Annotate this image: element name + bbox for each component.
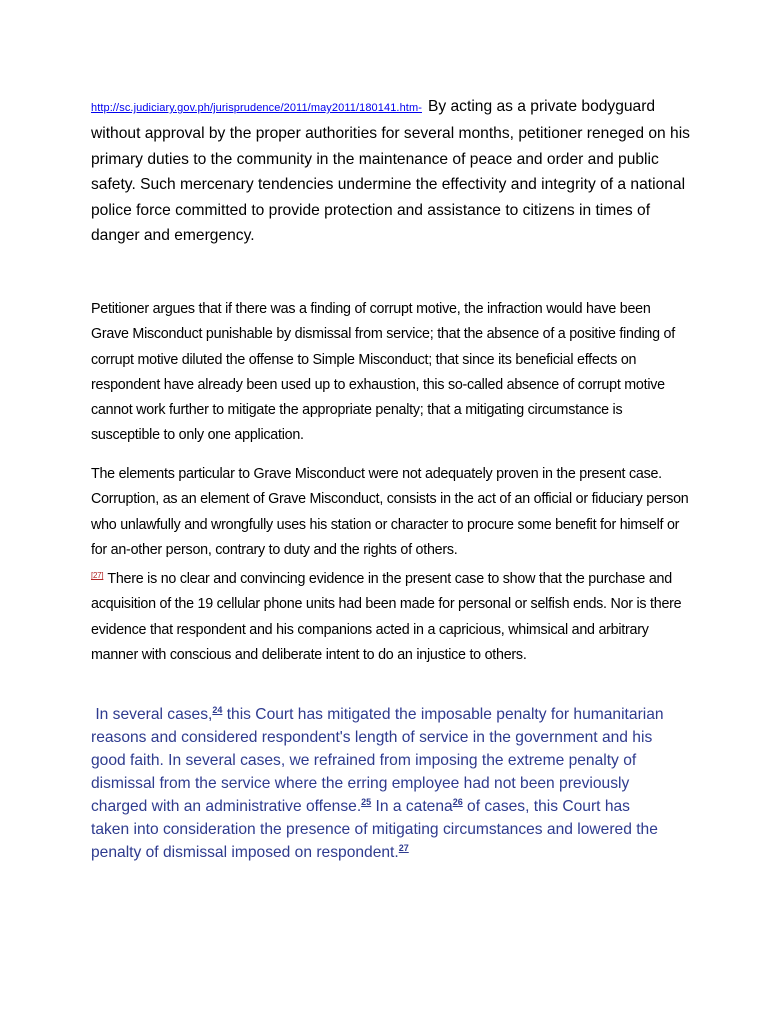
mitigated-text-3: In a catena xyxy=(371,798,453,815)
footnote-link-24[interactable]: 24 xyxy=(212,705,223,715)
footnote-link-25[interactable]: 25 xyxy=(361,797,372,807)
mitigated-text-1: In several cases, xyxy=(95,706,213,723)
mitigated-text-4: of cases, this Court has taken into consideration the presence of mitigating circumstances and lowered the penalty of dismissal imposed on respondent. xyxy=(91,798,658,861)
mitigated-text-2: this Court has mitigated the imposable penalty for humanitarian reasons and considered respondent's length of service in the government and his good faith. In several cases, we refrained from imposing the extreme penalty of dismissal from the service where the erring employee had not been previously charged with an administrative offense. xyxy=(91,706,664,815)
paragraph-grave-misconduct-text-b: There is no clear and convincing evidence in the present case to show that the purchase and acquisition of the 19 cellular phone units had been made for personal or selfish ends. Nor is there evidence that respondent and his companions acted in a capricious, whimsical and arbitrary manner with conscious and deliberate intent to do an injustice to others. xyxy=(91,571,682,664)
paragraph-grave-misconduct xyxy=(91,462,691,668)
footnote-link-27[interactable]: [27] xyxy=(91,571,104,581)
paragraph-grave-misconduct-text-a: The elements particular to Grave Misconduct were not adequately proven in the present case. Corruption, as an element of Grave Misconduct, consists in the act of an official or fiduciary person who unlawfully and wrongfully uses his station or character to procure some benefit for himself or for an-other person, contrary to duty and the rights of others. xyxy=(91,466,689,558)
paragraph-petitioner-argues-text: Petitioner argues that if there was a finding of corrupt motive, the infraction would have been Grave Misconduct punishable by dismissal from service; that the absence of a positive finding of corrupt motive diluted the offense to Simple Misconduct; that since its beneficial effects on respondent have already been used up to exhaustion, this so-called absence of corrupt motive cannot work further to mitigate the appropriate penalty; that a mitigating circumstance is susceptible to only one application. xyxy=(91,301,675,444)
paragraph-mitigated-penalty xyxy=(91,703,671,864)
footnote-link-27b[interactable]: 27 xyxy=(398,843,409,853)
footnote-link-26[interactable]: 26 xyxy=(452,797,463,807)
source-link[interactable]: http://sc.judiciary.gov.ph/jurisprudence/2011/may2011/180141.htm- xyxy=(91,102,422,114)
paragraph-petitioner-argues xyxy=(91,297,691,449)
paragraph-bodyguard xyxy=(91,94,691,248)
paragraph-bodyguard-text: By acting as a private bodyguard without approval by the proper authorities for several months, petitioner reneged on his primary duties to the community in the maintenance of peace and order and public safety. Such mercenary tendencies undermine the effectivity and integrity of a national police force committed to provide protection and assistance to citizens in times of danger and emergency. xyxy=(91,98,690,245)
